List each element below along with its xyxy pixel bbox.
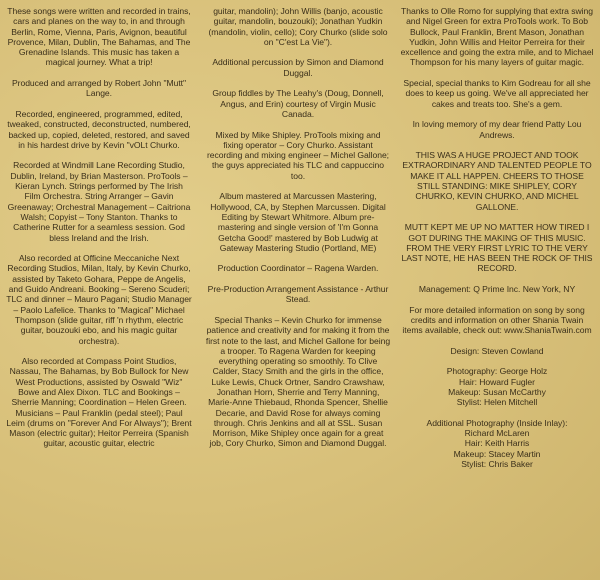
paragraph: Recorded at Windmill Lane Recording Studio, Dublin, Ireland, by Brian Masterson. ProTools – Kieran Lynch. Strings performed by The Irish Film Orchestra. String Arranger – Gavin Greenaway; Orchestral Management – Caitriona Walsh; Copyist – Tony Stanton. Thanks to Catherine Rutter for a seamless session. God bless Ireland and the Irish. xyxy=(7,160,191,243)
paragraph: Album mastered at Marcussen Mastering, Hollywood, CA, by Stephen Marcussen. Digital Editing by Stewart Whitmore. Album pre-mastering and single version of 'I'm Gonna Getcha Good!' mastered by Bob Ludwig at Gateway Mastering Studio (Portland, ME) xyxy=(210,191,386,253)
paragraph: Design: Steven Cowland xyxy=(450,345,544,356)
paragraph: Pre-Production Arrangement Assistance - Arthur Stead. xyxy=(207,284,389,305)
paragraph: Mixed by Mike Shipley. ProTools mixing and fixing operator – Cory Churko. Assistant recording and mixing engineer – Michel Gallone; the guys appreciated his TLC and cappuccino too. xyxy=(206,129,390,181)
paragraph: In loving memory of my dear friend Patty Lou Andrews. xyxy=(412,119,582,140)
paragraph: For more detailed information on song by song credits and information on other Shania Twain items available, check out: www.ShaniaTwain.com xyxy=(402,304,592,336)
paragraph: These songs were written and recorded in trains, cars and planes on the way to, in and through Berlin, Rome, Vienna, Paris, Avignon, beautiful Provence, Milan, Dublin, The Bahamas, and The Grenadine Islands. This music has taken a magical journey. What a trip! xyxy=(7,6,191,68)
paragraph: Also recorded at Officine Meccaniche Next Recording Studios, Milan, Italy, by Kevin Churko, assisted by Taketo Gohara, Peppe de Angelis, and Guido Andreani. Booking – Sereno Scuderi; TLC and dinner – Mauro Pagani; Studio Manager – Paolo Lafelice. Thanks to "Magical" Michael Thompson (slide guitar, riff 'n rhythm, electric guitar, bouzouki ebo, and his magic guitar orchestra). xyxy=(6,253,192,346)
paragraph: Management: Q Prime Inc. New York, NY xyxy=(418,284,576,295)
paragraph: Recorded, engineered, programmed, edited, tweaked, constructed, deconstructed, numbered, backed up, copied, deleted, restored, and saved in his hardest drive by Kevin "vOLt Churko. xyxy=(7,108,191,150)
paragraph: Also recorded at Compass Point Studios, Nassau, The Bahamas, by Bob Bullock for New West Productions, assisted by Oswald "Wiz" Bowe and Alex Dixon. TLC and Bookings – Sherrie Manning; Coordination – Helen Green. Musicians – Paul Franklin (pedal steel); Paul Leim (drums on "Forever And For Always"); Brent Mason (electric guitar); Heitor Perreira (Spanish guitar, acoustic guitar, electric xyxy=(6,356,192,449)
paragraph: Production Coordinator – Ragena Warden. xyxy=(217,263,379,274)
column-right xyxy=(400,6,594,480)
paragraph: Additional percussion by Simon and Diamond Duggal. xyxy=(212,57,384,78)
paragraph: Group fiddles by The Leahy's (Doug, Donnell, Angus, and Erin) courtesy of Virgin Music Canada. xyxy=(212,88,384,119)
paragraph: Produced and arranged by Robert John "Mutt" Lange. xyxy=(11,78,187,99)
column-left xyxy=(6,6,192,459)
paragraph: Special Thanks – Kevin Churko for immense patience and creativity and for making it from the first note to the last, and Michel Gallone for being a trooper. To Ragena Warden for keeping everything operating so smoothly. To Clive Calder, Stacy Smith and the girls in the office, Luke Lewis, Chuck Ortner, Sandro Crawshaw, Jonathan Horn, Sherrie and Terry Manning, Marie-Anne Thiebaud, Rhonda Spencer, Shellie Decarie, and David Rose for always coming through. Chris Jenkins and all at SSL. Susan Morrison, Mike Shipley once again for a great job, Cory Churko, Simon and Diamond Duggal. xyxy=(205,314,391,449)
paragraph: guitar, mandolin); John Willis (banjo, acoustic guitar, mandolin, bouzouki); Jonathan Yudkin (mandolin, violin, cello); Cory Churko (slide solo on "C'est La Vie"). xyxy=(208,6,388,47)
paragraph: Thanks to Olle Romo for supplying that extra swing and Nigel Green for extra ProTools work. To Bob Bullock, Paul Franklin, Brent Mason, Jonathan Yudkin, John Willis and Heitor Perreira for their excellence and going the extra mile, and to Michael Thompson for his many layers of guitar magic. xyxy=(400,6,594,68)
paragraph: Special, special thanks to Kim Godreau for all she does to keep us going. We've all appreciated her cakes and treats too. She's a gem. xyxy=(403,78,591,109)
paragraph: MUTT KEPT ME UP NO MATTER HOW TIRED I GOT DURING THE MAKING OF THIS MUSIC. FROM THE VERY FIRST LYRIC TO THE VERY LAST NOTE, HE HAS BEEN THE ROCK OF THIS RECORD. xyxy=(401,222,593,274)
paragraph: Additional Photography (Inside Inlay): Richard McLaren Hair: Keith Harris Makeup: Stacey Martin Stylist: Chris Baker xyxy=(426,417,568,470)
paragraph: THIS WAS A HUGE PROJECT AND TOOK EXTRAORDINARY AND TALENTED PEOPLE TO MAKE IT ALL HAPPEN. CHEERS TO THOSE STILL STANDING: MIKE SHIPLEY, CORY CHURKO, KEVIN CHURKO, AND MICHEL GALLONE. xyxy=(402,150,592,212)
column-middle xyxy=(205,6,391,459)
paragraph: Photography: George Holz Hair: Howard Fugler Makeup: Susan McCarthy Stylist: Helen Mitchell xyxy=(446,366,548,408)
